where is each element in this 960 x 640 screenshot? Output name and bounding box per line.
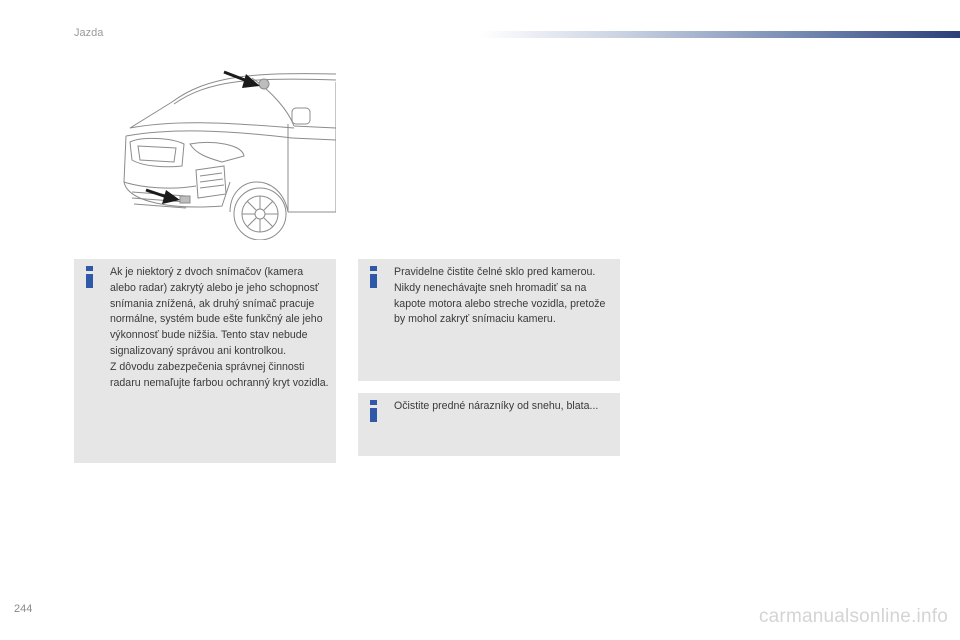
paragraph: Ak je niektorý z dvoch snímačov (kamera alebo radar) zakrytý alebo je jeho schopnosť snímania znížená, ak druhý snímač pracuje normálne, systém bude ešte funkčný ale jeho výkonnosť bude nižšia. Tento stav nebude signalizovaný správou ani kontrolkou. xyxy=(110,266,323,357)
paragraph: Nikdy nenechávajte sneh hromadiť sa na kapote motora alebo streche vozidla, pretože by mohol zakryť snímaciu kameru. xyxy=(394,281,606,326)
info-icon xyxy=(86,266,93,288)
info-box-windshield-cleaning xyxy=(358,259,620,381)
info-icon xyxy=(370,266,377,288)
page-number: 244 xyxy=(14,603,33,615)
section-title: Jazda xyxy=(74,27,104,39)
paragraph: Pravidelne čistite čelné sklo pred kamerou. xyxy=(394,266,596,278)
vehicle-illustration xyxy=(112,62,336,240)
info-box-sensor-obstruction xyxy=(74,259,336,463)
info-box-text xyxy=(110,265,330,391)
watermark: carmanualsonline.info xyxy=(758,606,948,627)
info-icon xyxy=(370,400,377,422)
header-bar xyxy=(480,31,960,38)
info-box-bumper-cleaning xyxy=(358,393,620,456)
info-box-text xyxy=(394,399,614,415)
paragraph: Z dôvodu zabezpečenia správnej činnosti radaru nemaľujte farbou ochranný kryt vozidla. xyxy=(110,360,329,389)
info-box-text xyxy=(394,265,614,328)
paragraph: Očistite predné nárazníky od snehu, blata... xyxy=(394,400,599,412)
